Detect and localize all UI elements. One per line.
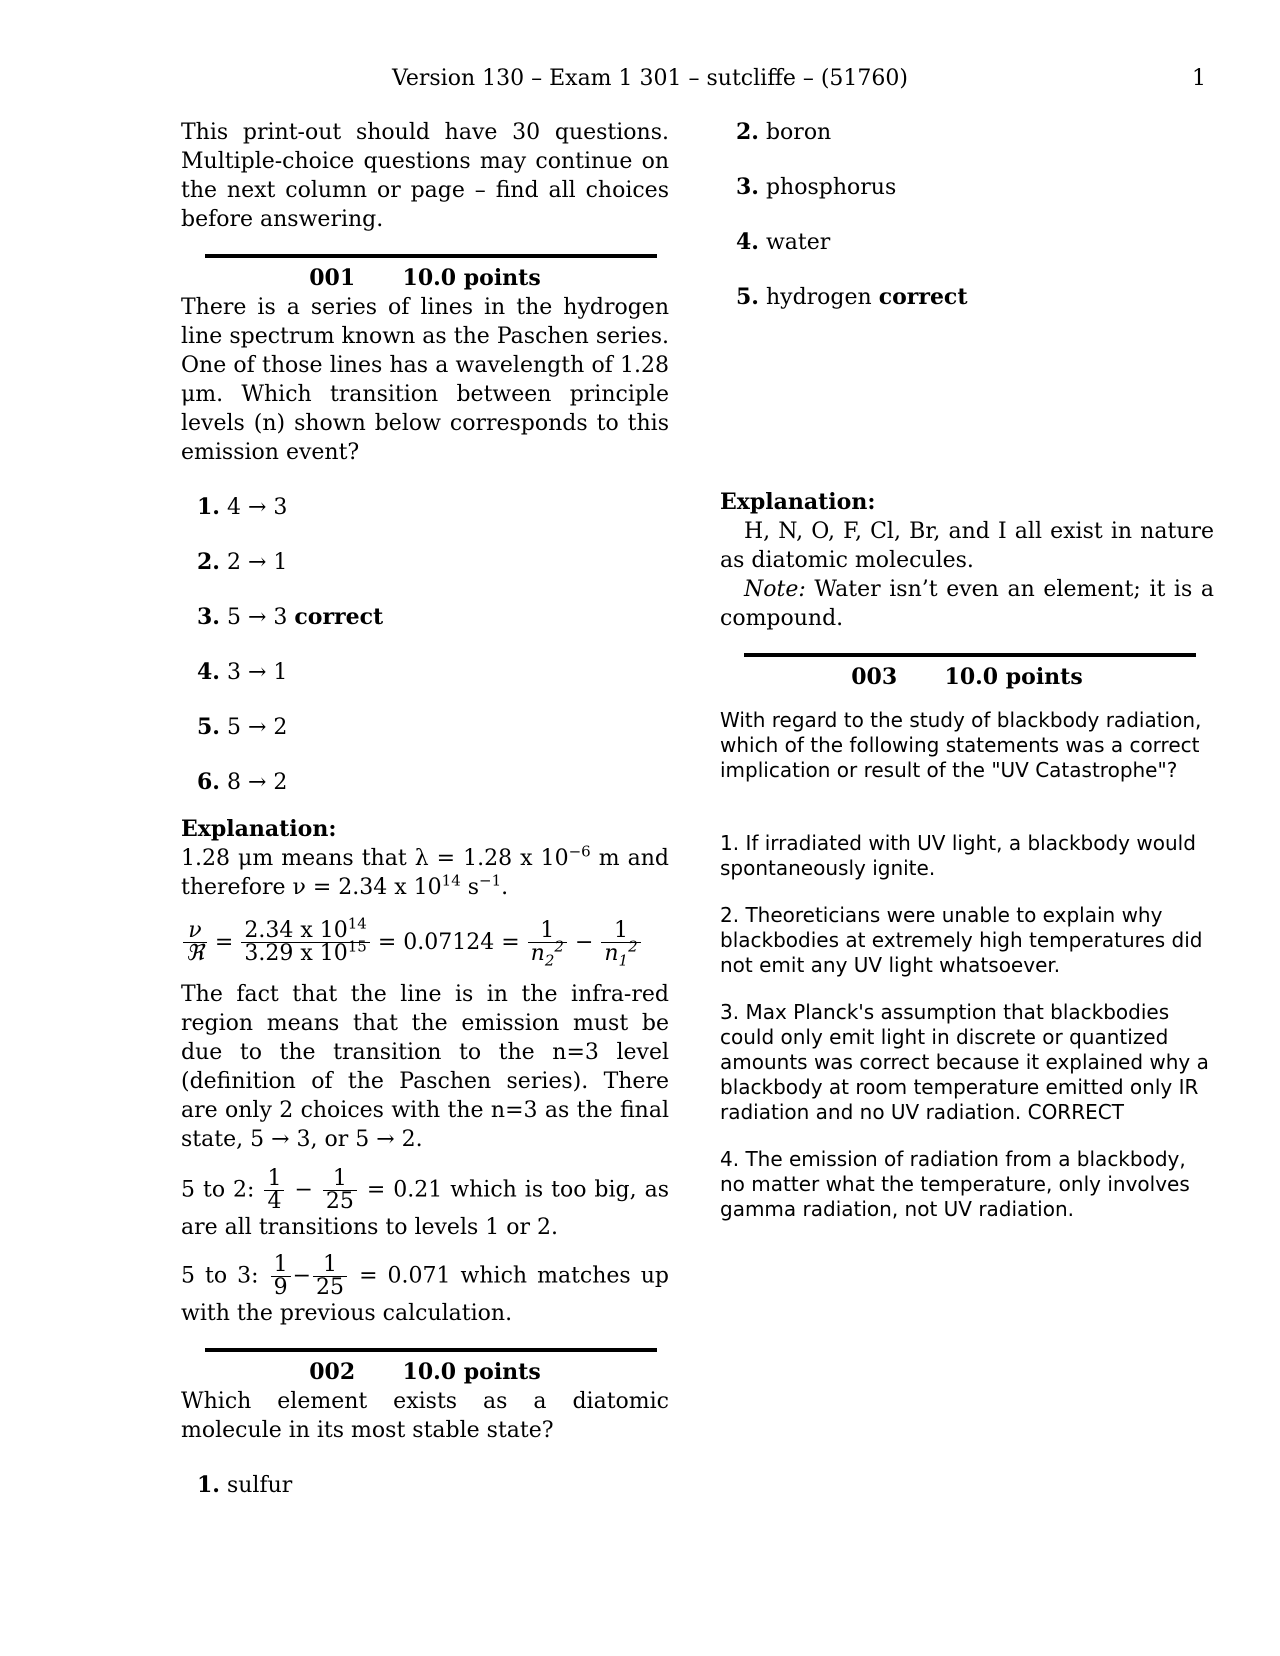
calculation-5-to-3: 5 to 3: $\frac{1}{9}$ − $\frac{1}{25}$ = 0.071 which matches up with the previous calculation. <box>181 1252 669 1326</box>
question-points: 10.0 points <box>944 664 1083 690</box>
correct-marker: correct <box>878 284 968 310</box>
answer-choice-correct[interactable]: 3. 5 → 3 correct <box>197 604 384 630</box>
correct-marker: correct <box>294 604 384 630</box>
question-points: 10.0 points <box>402 1359 541 1385</box>
explanation-label: Explanation: <box>720 489 876 515</box>
answer-choice[interactable]: 4. The emission of radiation from a blackbody, no matter what the temperature, only involves gamma radiation, not UV radiation. <box>720 1147 1190 1221</box>
answer-choice[interactable]: 1. 4 → 3 <box>197 494 288 520</box>
question-text: Which element exists as a diatomic molecule in its most stable state? <box>181 1389 669 1443</box>
answer-choice[interactable]: 4. water <box>736 229 831 255</box>
left-column <box>181 118 669 1500</box>
equation: $\frac{\nu}{\text{ℜ}}$ = $\frac{2.34 x 10^{14}}{3.29 x 10^{15}}$ = 0.07124 = $\frac{1}{n_2^2}$ − $\frac{1}{n_1^2}$ <box>181 914 669 970</box>
page-number: 1 <box>1192 66 1206 91</box>
answer-choice[interactable]: 2. boron <box>736 119 832 145</box>
answer-choice[interactable]: 2. Theoreticians were unable to explain why blackbodies at extremely high temperatures did not emit any UV light whatsoever. <box>720 903 1203 977</box>
explanation-text: 1.28 μm means that λ = 1.28 x $10^{-6}$ m and therefore ν = 2.34 x $10^{14}$ $s^{-1}$. <box>181 842 669 900</box>
explanation-text: H, N, O, F, Cl, Br, and I all exist in nature as diatomic molecules. <box>720 519 1214 573</box>
question-number: 001 <box>309 265 356 291</box>
answer-choice[interactable]: 6. 8 → 2 <box>197 769 288 795</box>
answer-choice[interactable]: 5. 5 → 2 <box>197 714 288 740</box>
intro-text: This print-out should have 30 questions. Multiple-choice questions may continue on the next column or page – find all choices before answering. <box>181 120 669 232</box>
question-number: 002 <box>309 1359 356 1385</box>
calculation-5-to-2: 5 to 2: $\frac{1}{4}$ − $\frac{1}{25}$ = 0.21 which is too big, as are all transitions to levels 1 or 2. <box>181 1166 670 1240</box>
answer-choice-correct[interactable]: 5. hydrogen correct <box>736 284 968 310</box>
question-text: There is a series of lines in the hydrogen line spectrum known as the Paschen series. One of those lines has a wavelength of 1.28 μm. Which transition between principle levels (n) shown below corresponds to this emission event? <box>181 295 669 465</box>
answer-choice[interactable]: 1. sulfur <box>197 1472 293 1498</box>
explanation-note: Note: Water isn’t even an element; it is a compound. <box>720 577 1214 631</box>
right-column <box>720 118 1214 1222</box>
question-number: 003 <box>851 664 898 690</box>
document-title: Version 130 – Exam 1 301 – sutcliffe – (51760) <box>391 66 908 91</box>
explanation-paragraph: The fact that the line is in the infra-red region means that the emission must be due to the transition to the n=3 level (definition of the Paschen series). There are only 2 choices with the n=3 as the final state, 5 → 3, or 5 → 2. <box>181 982 669 1152</box>
explanation-label: Explanation: <box>181 816 337 842</box>
answer-choice[interactable]: 1. If irradiated with UV light, a blackbody would spontaneously ignite. <box>720 831 1196 880</box>
answer-choice[interactable]: 2. 2 → 1 <box>197 549 288 575</box>
question-header <box>720 663 1214 692</box>
question-header <box>181 264 669 293</box>
question-text: With regard to the study of blackbody radiation, which of the following statements was a correct implication or result of the "UV Catastrophe"? <box>720 708 1202 782</box>
page-header <box>0 66 1280 96</box>
question-header <box>181 1358 669 1387</box>
answer-choice[interactable]: 4. 3 → 1 <box>197 659 288 685</box>
question-points: 10.0 points <box>402 265 541 291</box>
answer-choice[interactable]: 3. phosphorus <box>736 174 897 200</box>
answer-choice-correct[interactable]: 3. Max Planck's assumption that blackbodies could only emit light in discrete or quantized amounts was correct because it explained why a blackbody at room temperature emitted only IR radiation and no UV radiation. CORRECT <box>720 1000 1209 1124</box>
